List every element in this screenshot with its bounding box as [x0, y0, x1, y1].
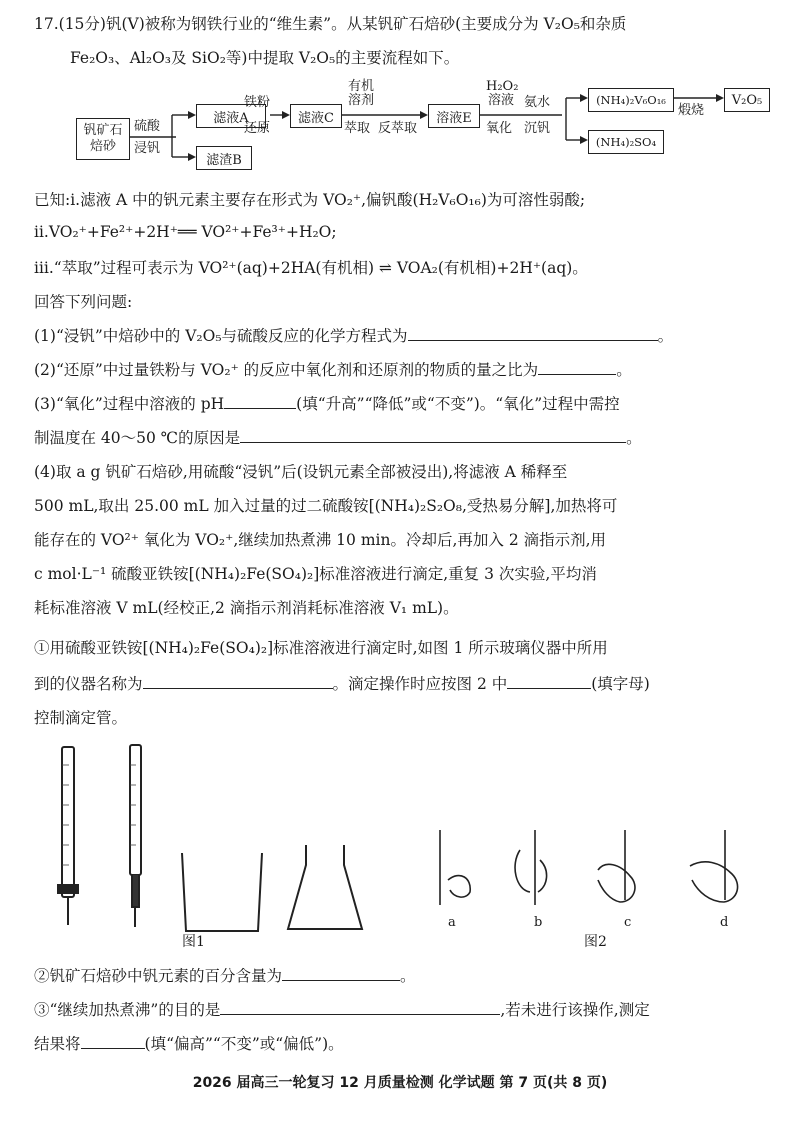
figure-2-label-b: b	[534, 915, 543, 930]
figure-1-glassware	[40, 735, 380, 950]
sub-question-1-line2	[34, 672, 650, 696]
filtrate-c-box: 滤液C	[290, 104, 342, 128]
answer-prompt: 回答下列问题:	[34, 293, 133, 311]
answer-blank-6b[interactable]	[81, 1032, 145, 1049]
residue-b-box: 滤渣B	[196, 146, 252, 170]
question-1	[34, 324, 673, 348]
sub-question-1-text-d: (填字母)	[591, 675, 650, 693]
sub-question-3-text-d: (填“偏高”“不变”或“偏低”)。	[144, 1035, 344, 1053]
known-info-3: ⅲ.“萃取”过程可表示为 VO²⁺(aq)+2HA(有机相) ⇌ VOA₂(有机相)+2H⁺(aq)。	[34, 259, 588, 277]
sub-question-3-line2	[34, 1032, 344, 1056]
sub-question-3-line1	[34, 998, 650, 1022]
answer-blank-6a[interactable]	[220, 998, 500, 1015]
answer-blank-5[interactable]	[282, 964, 400, 981]
question-3-line1	[34, 392, 620, 416]
answer-blank-2[interactable]	[538, 358, 616, 375]
step1-top-label: 硫酸	[134, 119, 161, 134]
known-info-1: 已知:ⅰ.滤液 A 中的钒元素主要存在形式为 VO₂⁺,偏钒酸(H₂V₆O₁₆)为可溶性弱酸;	[34, 191, 586, 209]
question-2-end: 。	[616, 361, 632, 379]
solution-e-box: 溶液E	[428, 104, 480, 128]
answer-blank-1[interactable]	[408, 324, 658, 341]
base-burette-icon	[130, 745, 141, 875]
sub-question-3-text-a: ③“继续加热煮沸”的目的是	[34, 1001, 221, 1019]
question-intro-line1: 17.(15分)钒(V)被称为钢铁行业的“维生素”。从某钒矿石焙砂(主要成分为 V₂O₅和杂质	[34, 15, 627, 33]
question-4-line4: c mol·L⁻¹ 硫酸亚铁铵[(NH₄)₂Fe(SO₄)₂]标准溶液进行滴定,重复 3 次实验,平均消	[34, 565, 597, 583]
product-ammonium-vanadate-box: (NH₄)₂V₆O₁₆	[588, 88, 674, 112]
acid-burette-icon	[62, 747, 74, 897]
figure-2-label-a: a	[448, 915, 456, 930]
sub-question-3-text-b: ,若未进行该操作,测定	[500, 1001, 650, 1019]
sub-question-1-line3: 控制滴定管。	[34, 709, 128, 727]
question-4-line3: 能存在的 VO²⁺ 氧化为 VO₂⁺,继续加热煮沸 10 min。冷却后,再加入 2 滴指示剂,用	[34, 531, 607, 549]
question-1-end: 。	[657, 327, 674, 345]
page-footer: 2026 届高三一轮复习 12 月质量检测 化学试题 第 7 页(共 8 页)	[192, 1075, 608, 1091]
ore-label: 钒矿石焙砂	[83, 123, 123, 154]
hand-b-icon	[515, 850, 547, 892]
question-3-line2	[34, 426, 642, 450]
conical-flask-icon	[288, 845, 362, 929]
step6-top-label: 氨水	[524, 95, 551, 110]
figure-2-titration-operations	[420, 820, 780, 920]
step3-bottom-label: 萃取	[344, 121, 371, 136]
sub-question-2-end: 。	[400, 967, 416, 985]
filtrate-a-box: 滤液A	[196, 104, 266, 128]
figure-2-label-c: c	[624, 915, 632, 930]
answer-blank-3a[interactable]	[224, 392, 296, 409]
known-info-2: ⅱ.VO₂⁺+Fe²⁺+2H⁺══ VO²⁺+Fe³⁺+H₂O;	[34, 223, 337, 241]
figure-1-caption: 图1	[182, 934, 205, 950]
ore-box	[76, 118, 130, 160]
sub-question-2-text: ②钒矿石焙砂中钒元素的百分含量为	[34, 967, 283, 985]
answer-blank-4b[interactable]	[507, 672, 591, 689]
step5-bottom-label: 氧化	[486, 121, 513, 136]
step7-label: 煅烧	[678, 103, 705, 118]
question-3-text-c: 制温度在 40～50 ℃的原因是	[34, 429, 241, 447]
product-ammonium-sulfate-box: (NH₄)₂SO₄	[588, 130, 664, 154]
sub-question-3-text-c: 结果将	[34, 1035, 81, 1053]
question-3-text-b: (填“升高”“降低”或“不变”)。“氧化”过程中需控	[296, 395, 620, 413]
step1-bottom-label: 浸钒	[134, 141, 161, 156]
hand-c-icon	[598, 864, 635, 902]
sub-question-1-line1: ①用硫酸亚铁铵[(NH₄)₂Fe(SO₄)₂]标准溶液进行滴定时,如图 1 所示玻璃仪器中所用	[34, 639, 608, 657]
answer-blank-4a[interactable]	[143, 672, 333, 689]
question-2-text: (2)“还原”中过量铁粉与 VO₂⁺ 的反应中氧化剂和还原剂的物质的量之比为	[34, 361, 539, 379]
final-product-box: V₂O₅	[724, 88, 770, 112]
question-4-line2: 500 mL,取出 25.00 mL 加入过量的过二硫酸铵[(NH₄)₂S₂O₈,受热易分解],加热将可	[34, 497, 618, 515]
question-3-end: 。	[626, 429, 642, 447]
hand-a-icon	[448, 876, 470, 898]
step4-label: 反萃取	[378, 121, 418, 136]
question-3-text-a: (3)“氧化”过程中溶液的 pH	[34, 395, 225, 413]
question-4-line1: (4)取 a g 钒矿石焙砂,用硫酸“浸钒”后(设钒元素全部被浸出),将滤液 A 稀释至	[34, 463, 568, 481]
question-1-text: (1)“浸钒”中焙砂中的 V₂O₅与硫酸反应的化学方程式为	[34, 327, 408, 345]
sub-question-2	[34, 964, 416, 988]
question-4-line5: 耗标准溶液 V mL(经校正,2 滴指示剂消耗标准溶液 V₁ mL)。	[34, 599, 459, 617]
step6-bottom-label: 沉钒	[524, 121, 551, 136]
question-intro-line2: Fe₂O₃、Al₂O₃及 SiO₂等)中提取 V₂O₅的主要流程如下。	[70, 49, 460, 67]
sub-question-1-text-c: 。滴定操作时应按图 2 中	[332, 675, 508, 693]
step5-top-label: H₂O₂溶液	[486, 79, 519, 108]
question-2	[34, 358, 632, 382]
figure-2-caption: 图2	[584, 934, 607, 950]
answer-blank-3b[interactable]	[240, 426, 626, 443]
step3-top-label: 有机溶剂	[347, 79, 374, 108]
beaker-icon	[182, 853, 262, 931]
step2-top-label: 铁粉	[244, 95, 271, 110]
step2-bottom-label: 还原	[244, 121, 271, 136]
hand-d-icon	[690, 862, 738, 902]
figure-2-label-d: d	[720, 915, 729, 930]
sub-question-1-text-b: 到的仪器名称为	[34, 675, 143, 693]
